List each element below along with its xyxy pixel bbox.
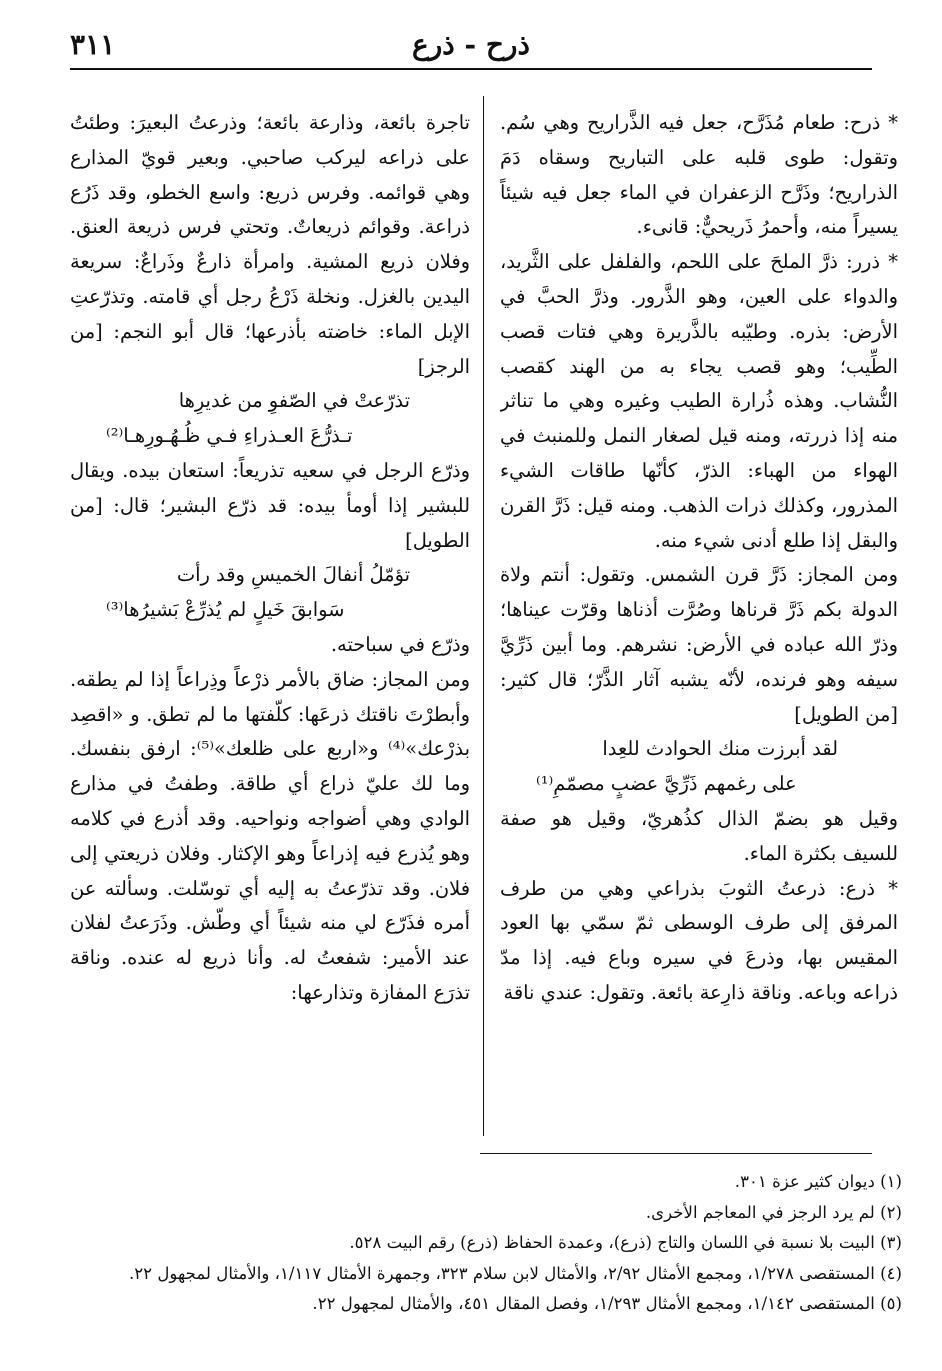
entry-dhrr-majaz: ومن المجاز: ذَرَّ قرن الشمس. وتقول: أنتم ولاة الدولة بكم ذَرَّ قرناها وصُرَّت أذناها وقرّت عيناها؛ وذرّ الله عباده في الأرض: نشرهم. وما أبين ذَرِّيَّ سيفه وهو فرنده، لأنّه يشبه آثار الذَّرّ؛ قال كثير: [من الطويل] xyxy=(500,563,898,726)
verse-line: لقد أبرزت منك الحوادث للعِدا xyxy=(602,737,838,761)
footnote: (١) ديوان كثير عزة ٣٠١. xyxy=(734,1172,902,1191)
running-head: ذرح - ذرع xyxy=(412,28,530,61)
paragraph: وذرّع الرجل في سعيه تذريعاً: استعان بيده. ويقال للبشير إذا أومأ بيده: قد ذرّع البشير؛ قال: [من الطويل] xyxy=(70,458,470,552)
page-number: ٣١١ xyxy=(70,28,116,61)
entry-dhr3: * ذرع: ذرعتُ الثوبَ بذراعي وهي من طرف المرفق إلى طرف الوسطى ثمّ سمّي بها العود المقيس بها، وذرعَ في سيره وباع فيه. إذا مدّ ذراعه وباعه. وناقة ذارِعة بائعة. وتقول: عندي ناقة xyxy=(500,876,898,1004)
right-column xyxy=(500,106,898,1146)
verse-line: تذرّعتْ في الصّفوِ من غديرِها xyxy=(178,389,410,413)
footnote-rule xyxy=(480,1153,872,1154)
paragraph-majaz: ومن المجاز: ضاق بالأمر ذرْعاً وذِراعاً إذا لم يطقه. وأبطرْتَ ناقتك ذرعَها: كلّفتها ما لم تطق. و «اقصِد بذرْعك»⁽⁴⁾ و«اربع على ظلعك»⁽⁵⁾: ارفق بنفسك. وما لك عليّ ذراع أي طاقة. وطفتُ في مذارع الوادي وهي أضواجه ونواحيه. وقد أذرع في كلامه وهو يُذرع فيه إذراعاً وهو الإكثار. وفلان ذريعتي إلى فلان. وقد تذرّعتُ به إليه أي توسّلت. وسألته عن أمره فذَرّع لي منه شيئاً أي وطّش. وذَرَعتُ لفلان عند الأمير: شفعتُ له. وأنا ذريع له عنده. وناقة تذرَع المفازة وتذارعها: xyxy=(70,667,470,1004)
page-header xyxy=(70,28,872,68)
footnote: (٥) المستقصى ١/١٤٢، ومجمع الأمثال ١/٢٩٣، وفصل المقال ٤٥١، والأمثال لمجهول ٢٢. xyxy=(312,1294,902,1313)
paragraph: وذرّع في سباحته. xyxy=(330,632,470,656)
entry-dhrr-note: وقيل هو بضمّ الذال كذُهريّ، وقيل هو صفة للسيف بكثرة الماء. xyxy=(500,806,898,865)
left-column xyxy=(70,106,470,1146)
paragraph: تاجرة بائعة، وذارعة بائعة؛ وذرعتُ البعيرَ: وطئتُ على ذراعه ليركب صاحبي. وبعير قويّ المذارع وهي قوائمه. وفرس ذريع: واسع الخطو، وقد ذَرُع ذراعة. وقوائم ذريعاتٌ. وتحتي فرس ذريعة العنق. وفلان ذريع المشية. وامرأة ذارعٌ وذَراعٌ: سريعة اليدين بالغزل. ونخلة ذَرْعُ رجل أي قامته. وتذرّعتِ الإبل الماء: خاضته بأذرعها؛ قال أبو النجم: [من الرجز] xyxy=(70,111,470,378)
verse-line: سَوابقَ خَيلٍ لم يُذرِّعْ بَشيرُها⁽³⁾ xyxy=(106,598,345,622)
column-divider xyxy=(483,96,484,1136)
footnote: (٤) المستقصى ١/٢٧٨، ومجمع الأمثال ٢/٩٢، والأمثال لابن سلام ٣٢٣، وجمهرة الأمثال ١/١١٧، والأمثال لمجهول ٢٢. xyxy=(128,1263,902,1283)
footnotes xyxy=(60,1167,902,1320)
entry-dhrh: * ذرح: طعام مُذَرَّح، جعل فيه الذَّراريح وهي سُم. وتقول: طوى قلبه على التباريح وسقاه دَمَ الذراريح؛ وذَرَّح الزعفران في الماء جعل فيه شيئاً يسيراً منه، وأحمرُ ذَريحيٌّ: قانىء. xyxy=(500,111,898,239)
verse-line: تـذرُّعَ العـذراءِ فـي ظُـهُـورِهـا⁽²⁾ xyxy=(106,424,353,448)
verse-line: على رغمهم ذَرِّيَّ عضبٍ مصمّمِ⁽¹⁾ xyxy=(536,772,797,796)
footnote: (٢) لم يرد الرجز في المعاجم الأخرى. xyxy=(645,1202,902,1222)
header-rule xyxy=(70,68,872,70)
verse-line: تؤمّلُ أنفالَ الخميسِ وقد رأت xyxy=(176,563,410,587)
entry-dhrr: * ذرر: ذرَّ الملحَ على اللحم، والفلفل على الثَّريد، والدواء على العين، وهو الذَّرور. وذرَّ الحبَّ في الأرض: بذره. وطيّبه بالذَّريرة وهي فتات قصب الطِّيب؛ وهو قصب يجاء به من الهند كقصب النُّشاب. وهذه ذُرارة الطيب وغيره وهي ما تناثر منه إذا ذررته، ومنه قيل لصغار النمل وللمنبث في الهواء من الهباء: الذرّ، كأنّها طاقات الشيء المذرور، وكذلك ذرات الذهب. ومنه قيل: ذَرَّ القرن والبقل إذا طلع أدنى شيء منه. xyxy=(500,250,898,552)
footnote: (٣) البيت بلا نسبة في اللسان والتاج (ذرع)، وعمدة الحفاظ (ذرع) رقم البيت ٥٢٨. xyxy=(349,1233,902,1252)
